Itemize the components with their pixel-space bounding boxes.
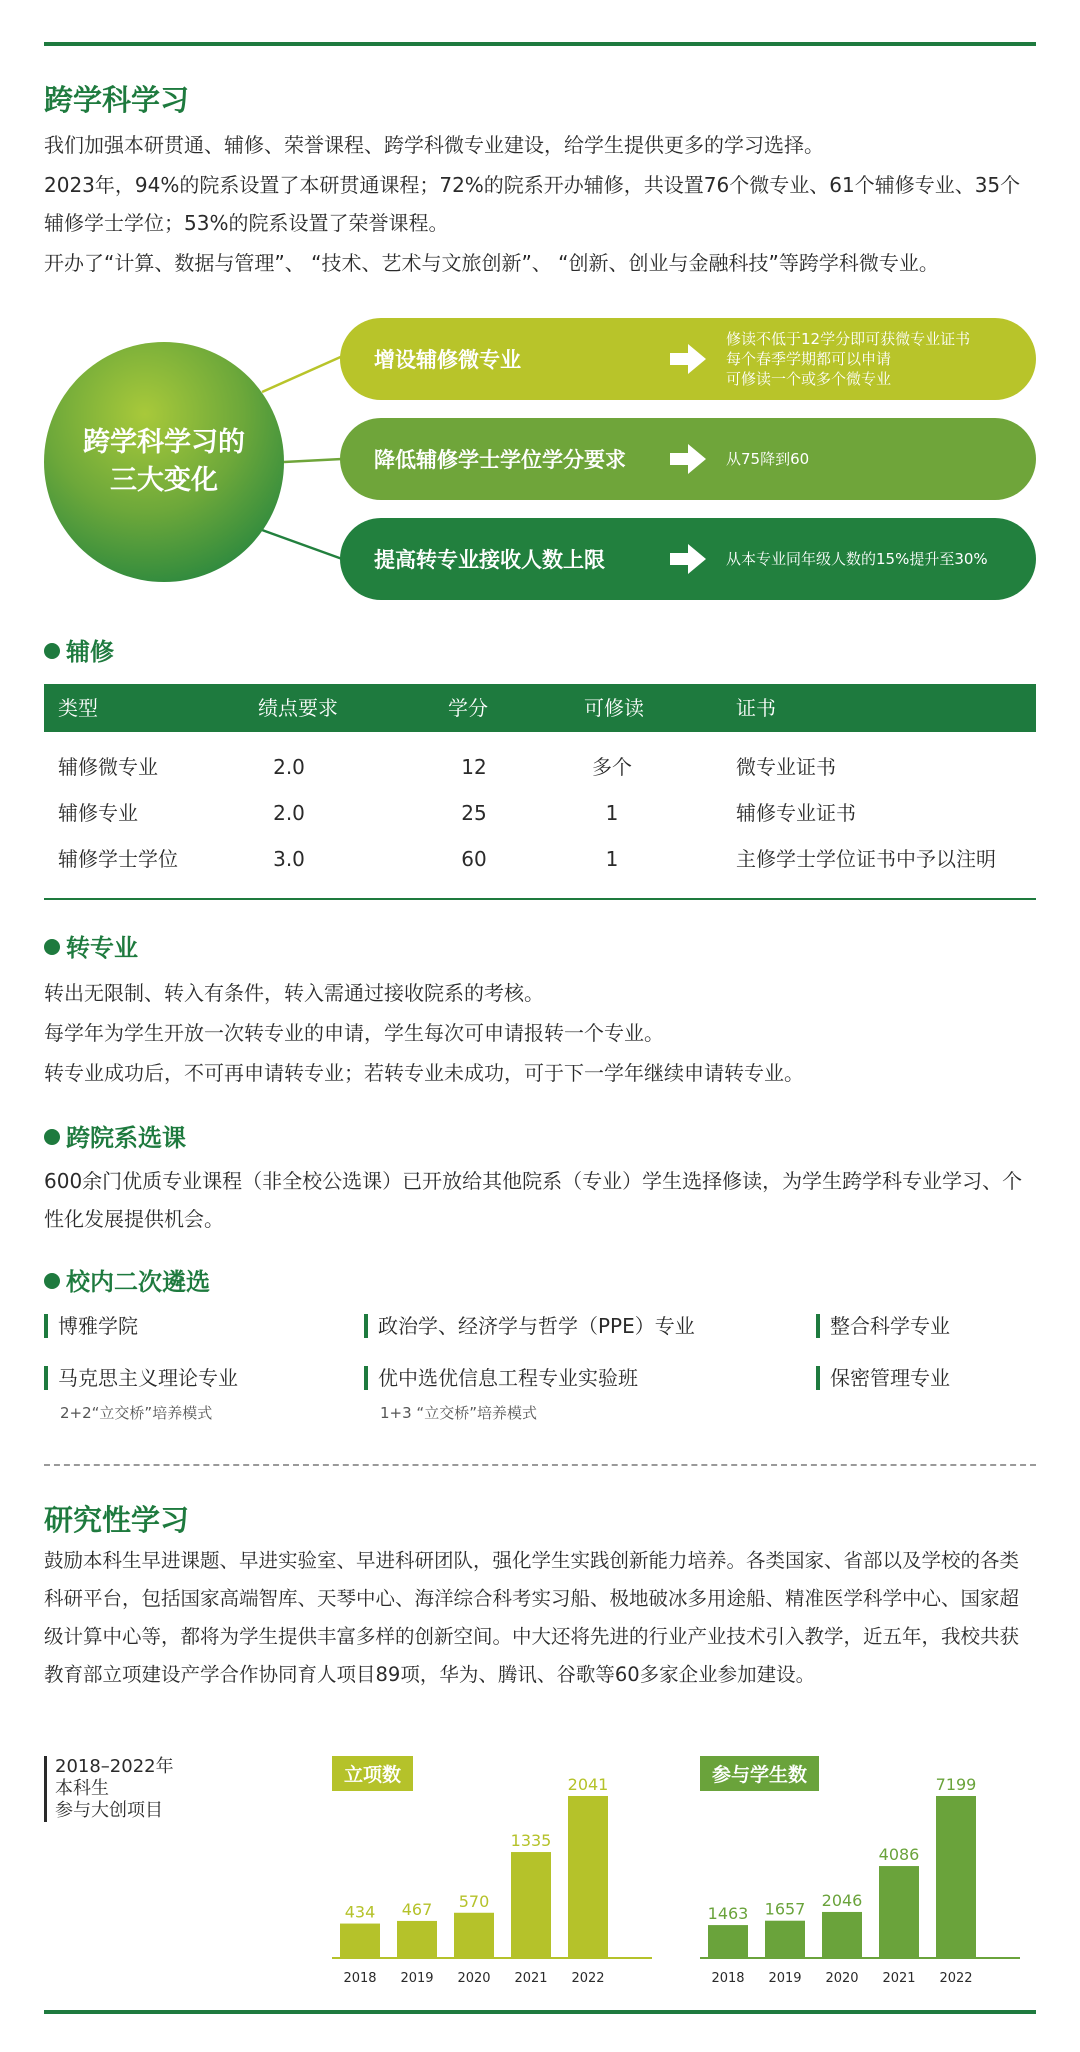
chart-side-label (44, 1756, 174, 1822)
chart-title-badge: 参与学生数 (700, 1756, 819, 1791)
intro-paragraph-1: 我们加强本研贯通、辅修、荣誉课程、跨学科微专业建设，给学生提供更多的学习选择。 (44, 133, 824, 157)
section-title-text: 校内二次遴选 (66, 1268, 210, 1296)
bullet-dot-icon (44, 939, 60, 955)
intro-paragraph-3: 开办了“计算、数据与管理”、 “技术、艺术与文旅创新”、 “创新、创业与金融科技”等跨学科微专业。 (44, 251, 939, 275)
change-item-title: 增设辅修微专业 (374, 348, 521, 372)
chart-bar (765, 1921, 805, 1958)
side-label-line: 本科生 (55, 1778, 109, 1799)
section-title-text: 跨院系选课 (66, 1124, 186, 1152)
chart-bar (936, 1796, 976, 1958)
table-header-cell: 学分 (448, 696, 488, 720)
bullet-dot-icon (44, 643, 60, 659)
selection-item: 保密管理专业 (816, 1366, 950, 1390)
section-title-selection (44, 1262, 210, 1297)
chart-value-label: 7199 (935, 1775, 977, 1794)
side-label-line: 参与大创项目 (55, 1800, 163, 1821)
chart-tick-label: 2019 (400, 1971, 434, 1986)
chart-title-badge: 立项数 (332, 1756, 413, 1791)
chart-value-label: 2046 (821, 1890, 863, 1910)
diagram-center-line2: 三大变化 (110, 465, 218, 496)
table-cell: 3.0 (273, 847, 305, 871)
table-row (44, 836, 1036, 882)
table-cell: 2.0 (273, 755, 305, 779)
chart-tick-label: 2022 (939, 1971, 973, 1986)
section-title-cross-course (44, 1118, 186, 1153)
chart-bar (397, 1921, 437, 1958)
desc-line: 从本专业同年级人数的15%提升至30% (726, 550, 988, 568)
chart-bar (340, 1924, 380, 1958)
table-cell: 辅修专业证书 (736, 801, 856, 825)
section-title-minor (44, 632, 114, 667)
bottom-rule (44, 2010, 1036, 2014)
table-header-cell: 证书 (736, 696, 776, 720)
side-label-line: 2018–2022年 (55, 1756, 174, 1777)
diagram-center-line1: 跨学科学习的 (83, 427, 245, 458)
arrow-right-icon (670, 344, 706, 374)
table-cell: 辅修专业 (58, 801, 138, 825)
chart-value-label: 467 (401, 1899, 433, 1919)
desc-line: 可修读一个或多个微专业 (726, 370, 892, 388)
research-text: 鼓励本科生早进课题、早进实验室、早进科研团队，强化学生实践创新能力培养。各类国家、省部以及学校的各类科研平台，包括国家高端智库、天琴中心、海洋综合科考实习船、极地破冰多用途船、精准医学科学中心、国家超级计算中心等，都将为学生提供丰富多样的创新空间。中大还将先进的行业产业技术引入教学，近五年，我校共获教育部立项建设产学合作协同育人项目89项，华为、腾讯、谷歌等60多家企业参加建设。 (44, 1549, 1020, 1686)
selection-item: 优中选优信息工程专业实验班 (364, 1366, 638, 1390)
table-cell: 12 (461, 755, 487, 779)
transfer-line-2: 每学年为学生开放一次转专业的申请，学生每次可申请报转一个专业。 (44, 1021, 664, 1045)
transfer-line-1: 转出无限制、转入有条件，转入需通过接收院系的考核。 (44, 981, 544, 1005)
chart-bar (511, 1852, 551, 1958)
section-title-text: 辅修 (66, 638, 114, 666)
minor-table-header (44, 684, 1036, 732)
table-header-cell: 类型 (58, 696, 98, 720)
section-title-text: 转专业 (66, 934, 138, 962)
selection-item: 博雅学院 (44, 1314, 138, 1338)
section-title-research: 研究性学习 (44, 1503, 190, 1537)
cross-course-text: 600余门优质专业课程（非全校公选课）已开放给其他院系（专业）学生选择修读，为学生跨学科专业学习、个性化发展提供机会。 (44, 1169, 1023, 1231)
change-item-desc (726, 549, 988, 569)
selection-note: 2+2“立交桥”培养模式 (60, 1404, 213, 1422)
arrow-right-icon (670, 544, 706, 574)
intro-paragraph-2: 2023年，94%的院系设置了本研贯通课程；72%的院系开办辅修，共设置76个微专业、61个辅修专业、35个辅修学士学位；53%的院系设置了荣誉课程。 (44, 173, 1021, 235)
chart-value-label: 1657 (764, 1899, 806, 1919)
chart-tick-label: 2022 (571, 1971, 605, 1986)
desc-line: 从75降到60 (726, 450, 810, 468)
diagram-center-circle (44, 342, 284, 582)
table-bottom-rule (44, 898, 1036, 900)
table-row (44, 744, 1036, 790)
change-item-2 (340, 418, 1036, 500)
chart-bar (454, 1913, 494, 1958)
chart-bar (822, 1912, 862, 1958)
chart-value-label: 2041 (567, 1775, 609, 1794)
chart-tick-label: 2019 (768, 1971, 802, 1986)
table-cell: 主修学士学位证书中予以注明 (736, 847, 996, 871)
selection-item: 政治学、经济学与哲学（PPE）专业 (364, 1314, 695, 1338)
chart-bar (708, 1925, 748, 1958)
chart-tick-label: 2018 (711, 1971, 745, 1986)
chart-tick-label: 2021 (882, 1971, 916, 1986)
section-divider (44, 1464, 1036, 1466)
chart-value-label: 570 (458, 1891, 490, 1911)
chart-value-label: 1463 (707, 1904, 749, 1924)
change-item-desc (726, 329, 970, 389)
chart-students (700, 1748, 1030, 1998)
transfer-line-3: 转专业成功后，不可再申请转专业；若转专业未成功，可于下一学年继续申请转专业。 (44, 1061, 804, 1085)
section-title-interdisciplinary: 跨学科学习 (44, 83, 190, 117)
chart-bar (568, 1796, 608, 1958)
change-item-desc (726, 449, 809, 469)
desc-line: 修读不低于12学分即可获微专业证书 (726, 330, 971, 348)
change-item-3 (340, 518, 1036, 600)
table-row (44, 790, 1036, 836)
change-item-title: 提高转专业接收人数上限 (374, 548, 605, 572)
change-item-1 (340, 318, 1036, 400)
section-title-transfer (44, 928, 138, 963)
arrow-right-icon (670, 444, 706, 474)
bullet-dot-icon (44, 1273, 60, 1289)
selection-item: 整合科学专业 (816, 1314, 950, 1338)
table-cell: 微专业证书 (736, 755, 836, 779)
chart-bar (879, 1866, 919, 1958)
selection-item: 马克思主义理论专业 (44, 1366, 238, 1390)
table-cell: 辅修学士学位 (58, 847, 178, 871)
chart-value-label: 4086 (878, 1845, 920, 1865)
chart-tick-label: 2020 (825, 1971, 859, 1986)
selection-note: 1+3 “立交桥”培养模式 (380, 1404, 537, 1422)
chart-value-label: 1335 (510, 1831, 552, 1851)
desc-line: 每个春季学期都可以申请 (726, 350, 892, 368)
chart-projects (332, 1748, 662, 1998)
bullet-dot-icon (44, 1129, 60, 1145)
change-item-title: 降低辅修学士学位学分要求 (374, 448, 626, 472)
table-header-cell: 绩点要求 (258, 696, 338, 720)
table-cell: 1 (605, 847, 619, 871)
table-header-cell: 可修读 (584, 696, 644, 720)
top-rule (44, 42, 1036, 46)
chart-tick-label: 2021 (514, 1971, 548, 1986)
table-cell: 辅修微专业 (58, 755, 158, 779)
table-cell: 2.0 (273, 801, 305, 825)
table-cell: 多个 (592, 755, 632, 779)
table-cell: 60 (461, 847, 487, 871)
chart-value-label: 434 (344, 1902, 376, 1922)
chart-tick-label: 2020 (457, 1971, 491, 1986)
table-cell: 25 (461, 801, 487, 825)
table-cell: 1 (605, 801, 619, 825)
chart-tick-label: 2018 (343, 1971, 377, 1986)
